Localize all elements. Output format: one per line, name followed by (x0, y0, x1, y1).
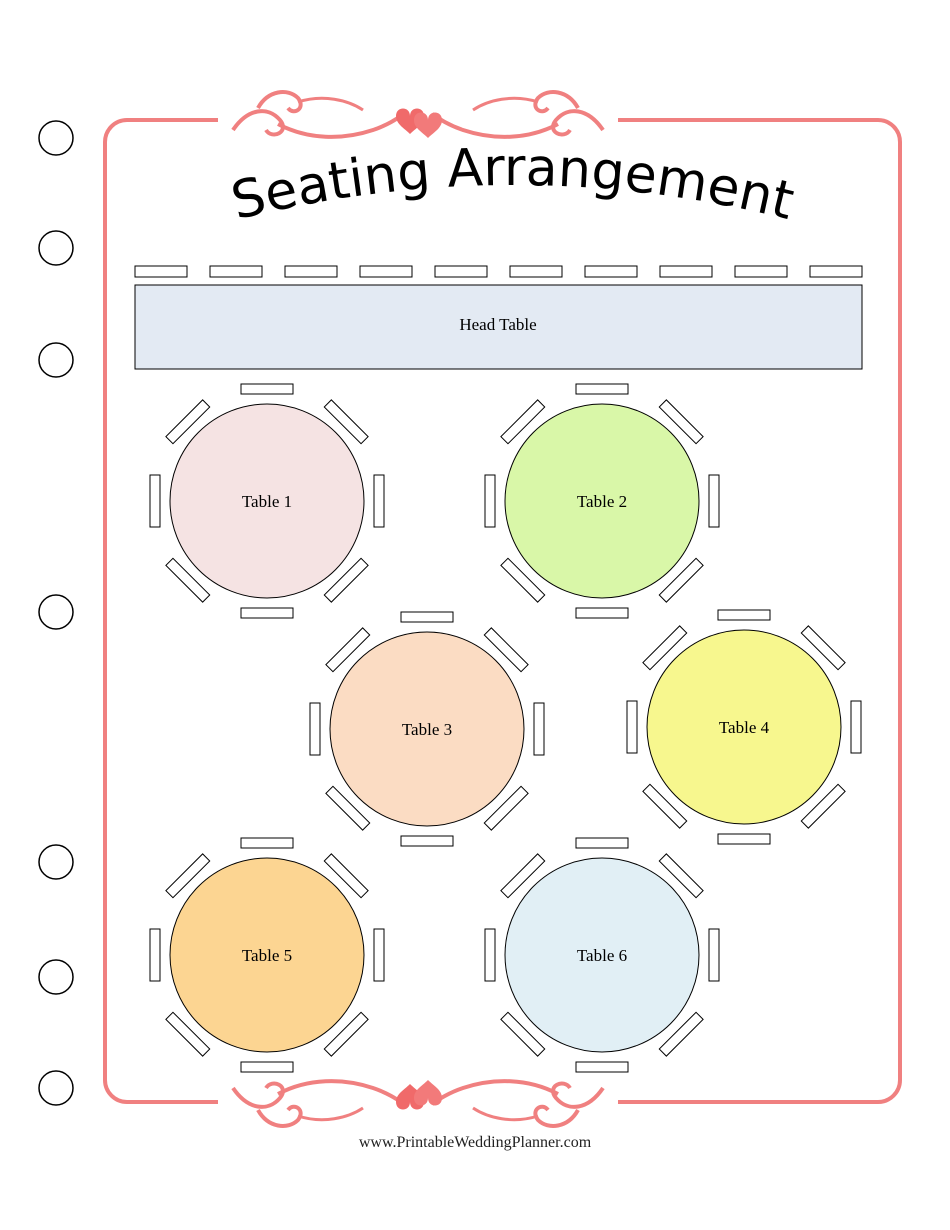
binder-hole (39, 231, 73, 265)
head-table-seat (810, 266, 862, 277)
chair (374, 929, 384, 981)
chair (709, 929, 719, 981)
head-table-seat (210, 266, 262, 277)
head-table-seat (135, 266, 187, 277)
binder-holes (39, 121, 73, 1105)
head-table-seat (735, 266, 787, 277)
binder-hole (39, 960, 73, 994)
chair (576, 838, 628, 848)
head-table-seat (435, 266, 487, 277)
binder-hole (39, 845, 73, 879)
chair (485, 929, 495, 981)
chair (576, 608, 628, 618)
table-group (485, 384, 719, 618)
chair (150, 929, 160, 981)
chair (241, 608, 293, 618)
chair (718, 834, 770, 844)
table-group (150, 838, 384, 1072)
chair (485, 475, 495, 527)
chair (310, 703, 320, 755)
table-label: Table 6 (576, 946, 628, 965)
chair (401, 836, 453, 846)
chair (401, 612, 453, 622)
table-label: Table 4 (718, 718, 770, 737)
chair (241, 838, 293, 848)
binder-hole (39, 1071, 73, 1105)
website-footer: www.PrintableWeddingPlanner.com (358, 1134, 592, 1151)
page-title: Seating Arrangement (225, 137, 800, 233)
table-group (627, 610, 861, 844)
head-table-seat (660, 266, 712, 277)
chair (627, 701, 637, 753)
binder-hole (39, 343, 73, 377)
chair (374, 475, 384, 527)
chair (576, 1062, 628, 1072)
table-label: Table 1 (241, 492, 293, 511)
bottom-ornament (218, 1080, 618, 1126)
head-table-seat (360, 266, 412, 277)
top-ornament (218, 92, 618, 138)
chair (534, 703, 544, 755)
table-label: Table 2 (576, 492, 628, 511)
chair (150, 475, 160, 527)
round-tables (150, 384, 861, 1072)
table-group (485, 838, 719, 1072)
chair (241, 1062, 293, 1072)
head-table-seats (135, 266, 862, 277)
head-table-seat (510, 266, 562, 277)
head-table-seat (585, 266, 637, 277)
chair (851, 701, 861, 753)
head-table-label: Head Table (459, 315, 537, 334)
table-group (310, 612, 544, 846)
chair (576, 384, 628, 394)
binder-hole (39, 121, 73, 155)
binder-hole (39, 595, 73, 629)
chair (718, 610, 770, 620)
chair (709, 475, 719, 527)
table-label: Table 5 (241, 946, 293, 965)
table-label: Table 3 (401, 720, 453, 739)
table-group (150, 384, 384, 618)
chair (241, 384, 293, 394)
head-table-seat (285, 266, 337, 277)
